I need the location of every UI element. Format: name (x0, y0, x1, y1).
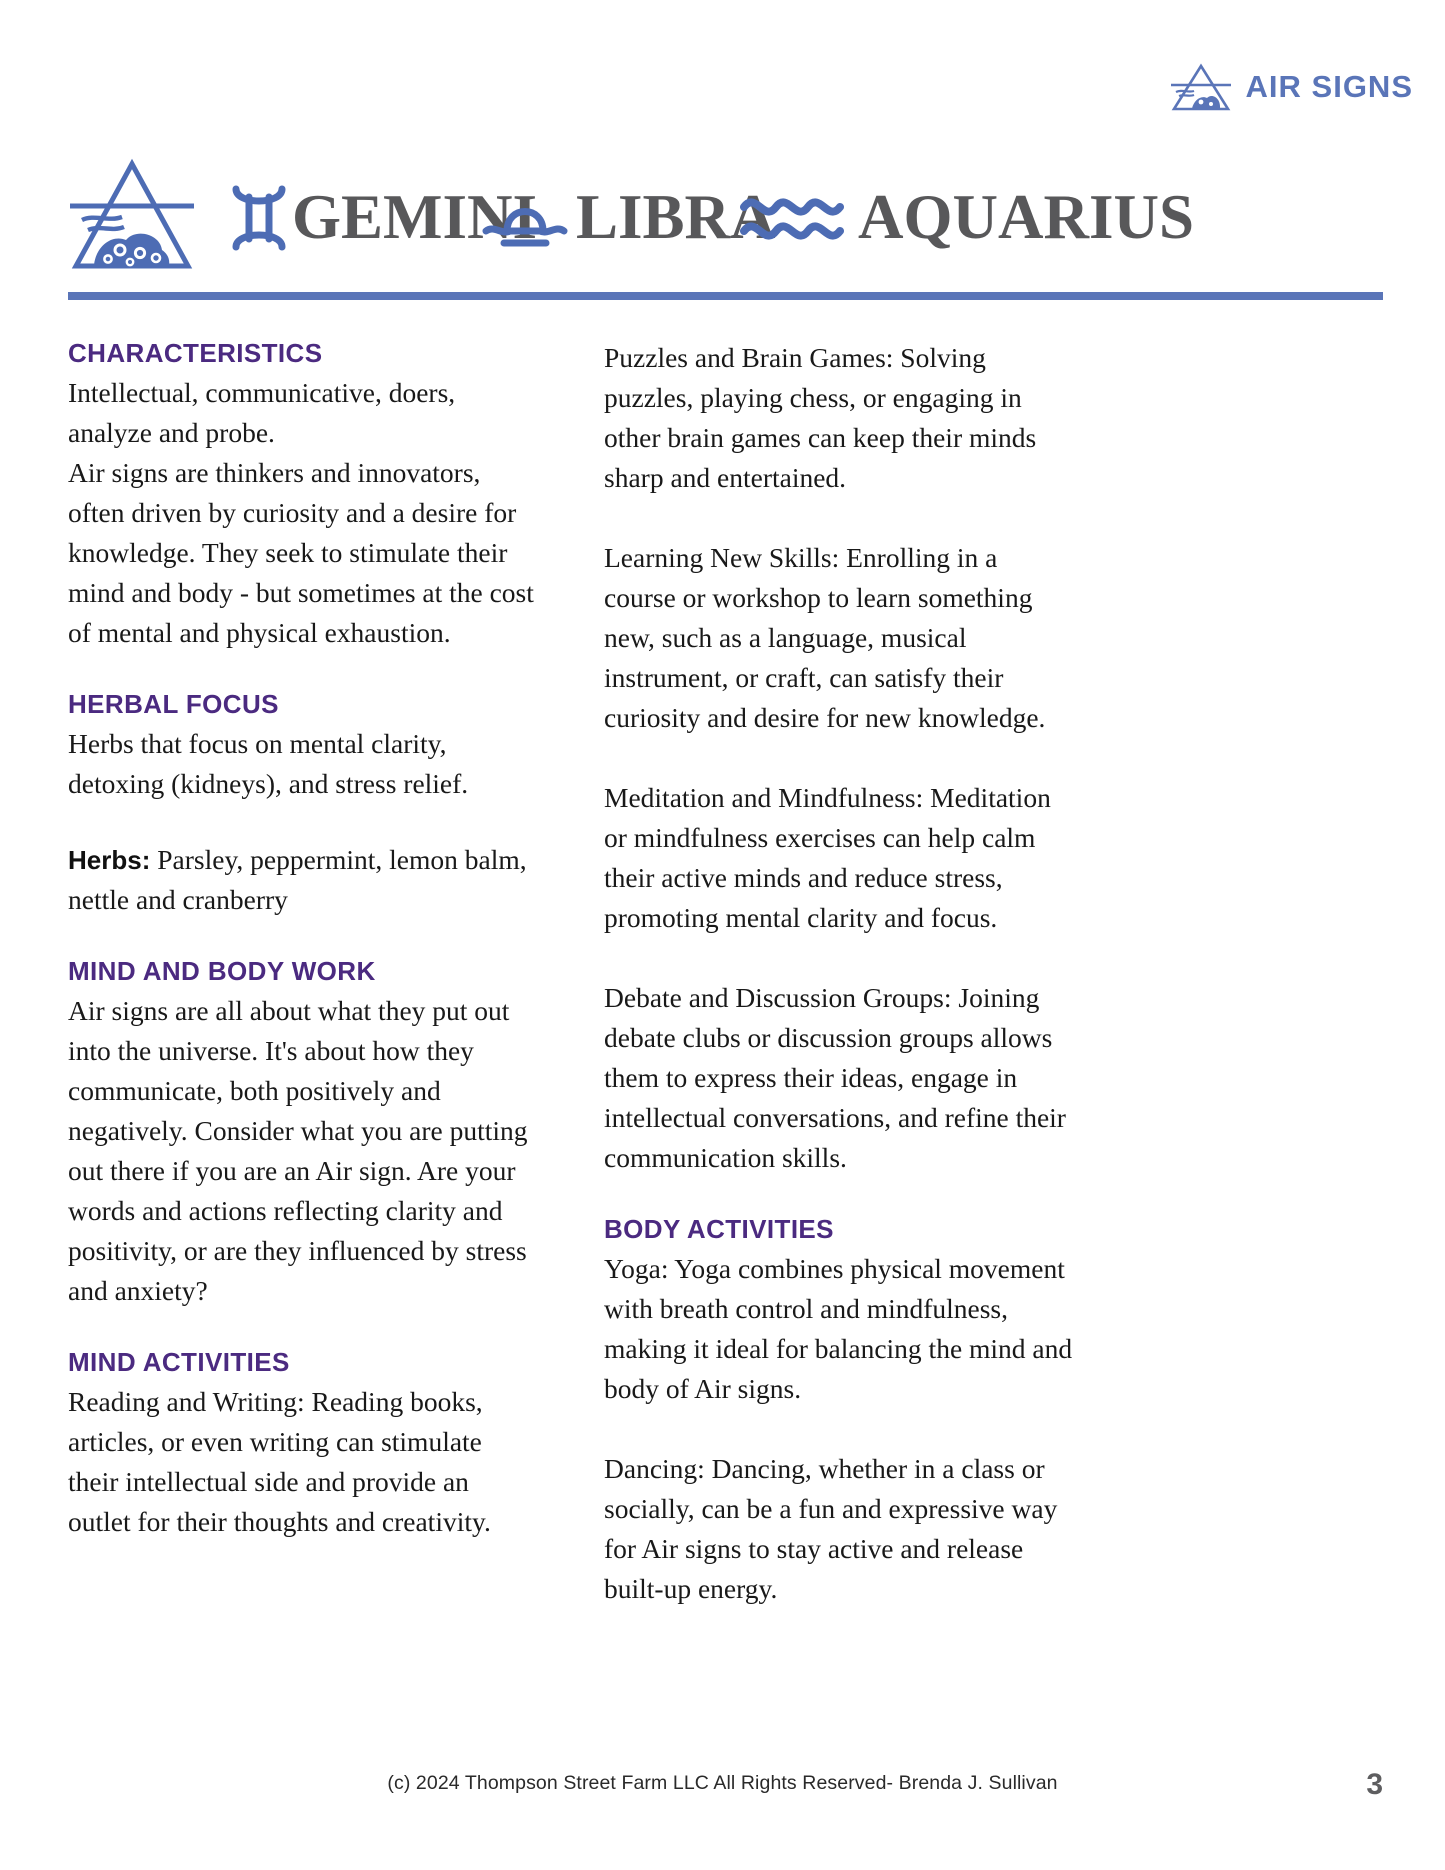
heading-herbal-focus: HERBAL FOCUS (68, 689, 279, 719)
sign-label-gemini: GEMINI (292, 182, 538, 253)
title-divider-rule (68, 292, 1383, 300)
spacer (604, 1409, 1074, 1449)
paragraph-yoga: Yoga: Yoga combines physical movement with breath control and mindfulness, making it ideal for balancing the mind and body of Air signs. (604, 1253, 1073, 1404)
paragraph-puzzles-and-brain-games: Puzzles and Brain Games: Solving puzzles, playing chess, or engaging in other brain games can keep their minds sharp and entertained. (604, 342, 1037, 493)
heading-body-activities: BODY ACTIVITIES (604, 1214, 834, 1244)
spacer (604, 498, 1074, 538)
paragraph-mind-and-body-work-1: Air signs are all about what they put out into the universe. It's about how they communicate, both positively and negatively. Consider what you are putting out there if you are an Air sign. Are your words and actions reflecting clarity and positivity, or are they influenced by stress and anxiety? (68, 995, 528, 1306)
heading-mind-activities: MIND ACTIVITIES (68, 1347, 290, 1377)
paragraph-mind-activities-1: Reading and Writing: Reading books, articles, or even writing can stimulate their intellectual side and provide an outlet for their thoughts and creativity. (68, 1386, 491, 1537)
heading-mind-and-body-work: MIND AND BODY WORK (68, 956, 376, 986)
sign-aquarius (740, 182, 1195, 253)
paragraph-herbs-list (68, 840, 536, 920)
gemini-zodiac-icon (230, 181, 292, 255)
herbs-values: Parsley, peppermint, lemon balm, nettle and cranberry (68, 844, 527, 915)
content-columns (68, 338, 1383, 1740)
sign-gemini (230, 181, 538, 255)
paragraph-meditation-and-mindfulness: Meditation and Mindfulness: Meditation or mindfulness exercises can help calm their active minds and reduce stress, promoting mental clarity and focus. (604, 782, 1051, 933)
libra-zodiac-icon (482, 187, 576, 249)
paragraph-herbal-focus-1: Herbs that focus on mental clarity, detoxing (kidneys), and stress relief. (68, 728, 469, 799)
spacer (68, 1311, 536, 1347)
paragraph-debate-and-discussion-groups: Debate and Discussion Groups: Joining debate clubs or discussion groups allows them to express their ideas, engage in intellectual conversations, and refine their communication skills. (604, 982, 1066, 1173)
spacer (604, 1178, 1074, 1214)
air-element-triangle-icon (68, 158, 230, 278)
brand-header (1170, 62, 1413, 112)
paragraph-characteristics-2: Air signs are thinkers and innovators, often driven by curiosity and a desire for knowledge. They seek to stimulate their mind and body - but sometimes at the cost of mental and physical exhaustion. (68, 457, 534, 648)
page-footer (0, 1768, 1445, 1812)
aquarius-zodiac-icon (740, 187, 858, 249)
sign-label-libra: LIBRA (576, 182, 776, 253)
spacer (68, 804, 536, 840)
brand-label: AIR SIGNS (1245, 69, 1413, 104)
paragraph-dancing: Dancing: Dancing, whether in a class or socially, can be a fun and expressive way for Air signs to stay active and release built-up energy. (604, 1453, 1058, 1604)
spacer (604, 738, 1074, 778)
page-title-block (68, 152, 1383, 284)
spacer (68, 920, 536, 956)
zodiac-signs-row (230, 181, 1383, 255)
footer-copyright: (c) 2024 Thompson Street Farm LLC All Rights Reserved- Brenda J. Sullivan (387, 1772, 1058, 1794)
right-column (604, 338, 1074, 1740)
paragraph-characteristics-1: Intellectual, communicative, doers, analyze and probe. (68, 377, 456, 448)
sign-label-aquarius: AQUARIUS (858, 182, 1195, 253)
herbs-label: Herbs: (68, 845, 151, 875)
sign-libra (482, 182, 776, 253)
spacer (604, 938, 1074, 978)
paragraph-learning-new-skills: Learning New Skills: Enrolling in a course or workshop to learn something new, such as a language, musical instrument, or craft, can satisfy their curiosity and desire for new knowledge. (604, 542, 1046, 733)
page-number: 3 (1366, 1768, 1383, 1801)
air-triangle-logo-icon (1170, 62, 1232, 112)
left-column (68, 338, 536, 1740)
heading-characteristics: CHARACTERISTICS (68, 338, 323, 368)
spacer (68, 653, 536, 689)
